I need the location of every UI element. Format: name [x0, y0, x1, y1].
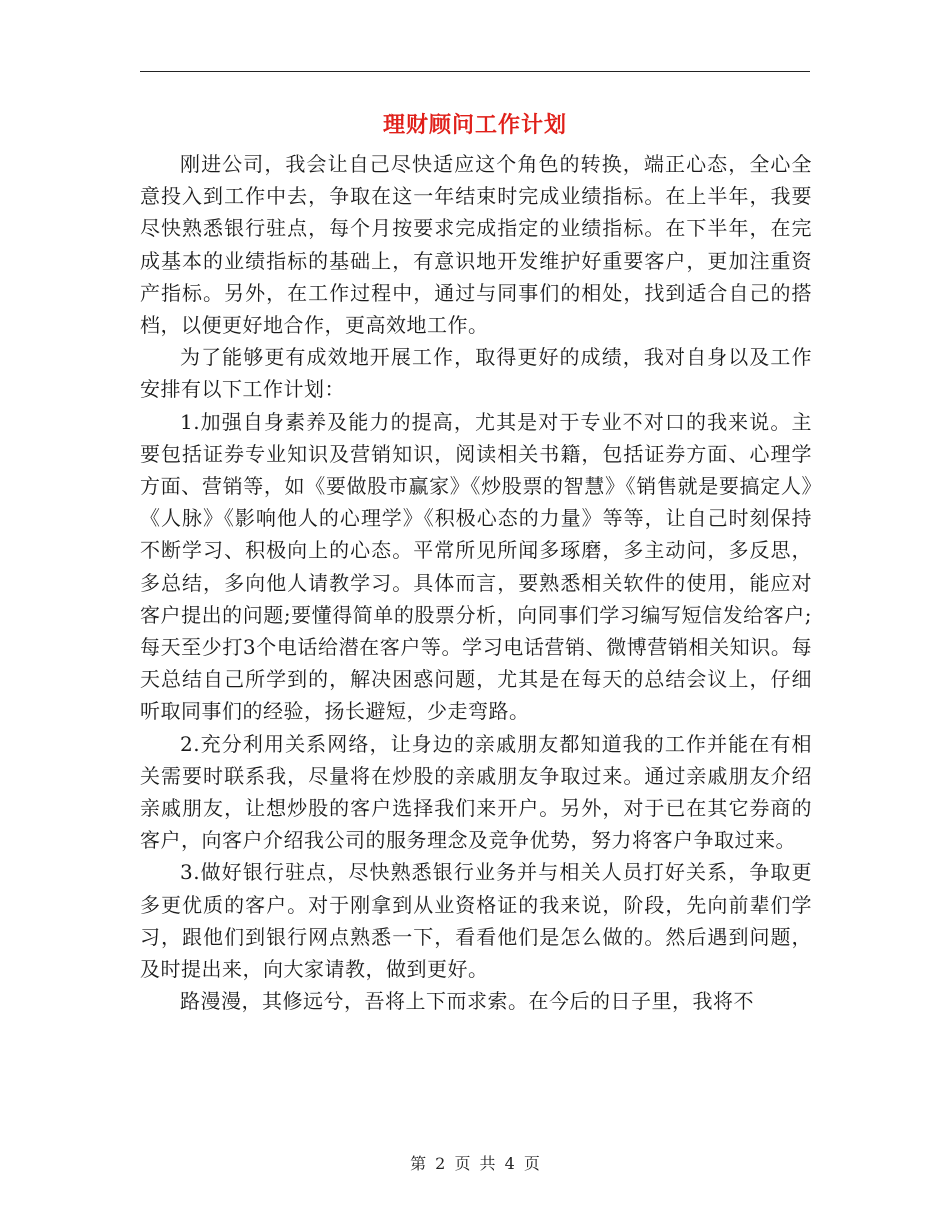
header-rule — [140, 71, 810, 72]
paragraph-item-1: 1.加强自身素养及能力的提高，尤其是对于专业不对口的我来说。主要包括证券专业知识及营销知识，阅读相关书籍，包括证券方面、心理学方面、营销等，如《要做股市赢家》《炒股票的智慧》《销售就是要搞定人》《人脉》《影响他人的心理学》《积极心态的力量》等等，让自己时刻保持不断学习、积极向上的心态。平常所见所闻多琢磨，多主动问，多反思，多总结，多向他人请教学习。具体而言，要熟悉相关软件的使用，能应对客户提出的问题;要懂得简单的股票分析，向同事们学习编写短信发给客户;每天至少打3个电话给潜在客户等。学习电话营销、微博营销相关知识。每天总结自己所学到的，解决困惑问题，尤其是在每天的总结会议上，仔细听取同事们的经验，扬长避短，少走弯路。 — [140, 409, 812, 724]
document-title: 理财顾问工作计划 — [382, 112, 567, 138]
page-footer: 第 2 页 共 4 页 — [410, 1154, 540, 1173]
document-body — [140, 148, 812, 1017]
paragraph-item-3: 3.做好银行驻点，尽快熟悉银行业务并与相关人员打好关系，争取更多更优质的客户。对于刚拿到从业资格证的我来说，阶段，先向前辈们学习，跟他们到银行网点熟悉一下，看看他们是怎么做的。然后遇到问题，及时提出来，向大家请教，做到更好。 — [140, 860, 812, 982]
paragraph-intro: 刚进公司，我会让自己尽快适应这个角色的转换，端正心态，全心全意投入到工作中去，争取在这一年结束时完成业绩指标。在上半年，我要尽快熟悉银行驻点，每个月按要求完成指定的业绩指标。在下半年，在完成基本的业绩指标的基础上，有意识地开发维护好重要客户，更加注重资产指标。另外，在工作过程中，通过与同事们的相处，找到适合自己的搭档，以便更好地合作，更高效地工作。 — [140, 152, 812, 338]
paragraph-item-2: 2.充分利用关系网络，让身边的亲戚朋友都知道我的工作并能在有相关需要时联系我，尽量将在炒股的亲戚朋友争取过来。通过亲戚朋友介绍亲戚朋友，让想炒股的客户选择我们来开户。另外，对于已在其它券商的客户，向客户介绍我公司的服务理念及竞争优势，努力将客户争取过来。 — [140, 731, 812, 853]
paragraph-closing: 路漫漫，其修远兮，吾将上下而求索。在今后的日子里，我将不 — [180, 989, 754, 1014]
paragraph-plan-lead: 为了能够更有成效地开展工作，取得更好的成绩，我对自身以及工作安排有以下工作计划： — [140, 345, 812, 402]
